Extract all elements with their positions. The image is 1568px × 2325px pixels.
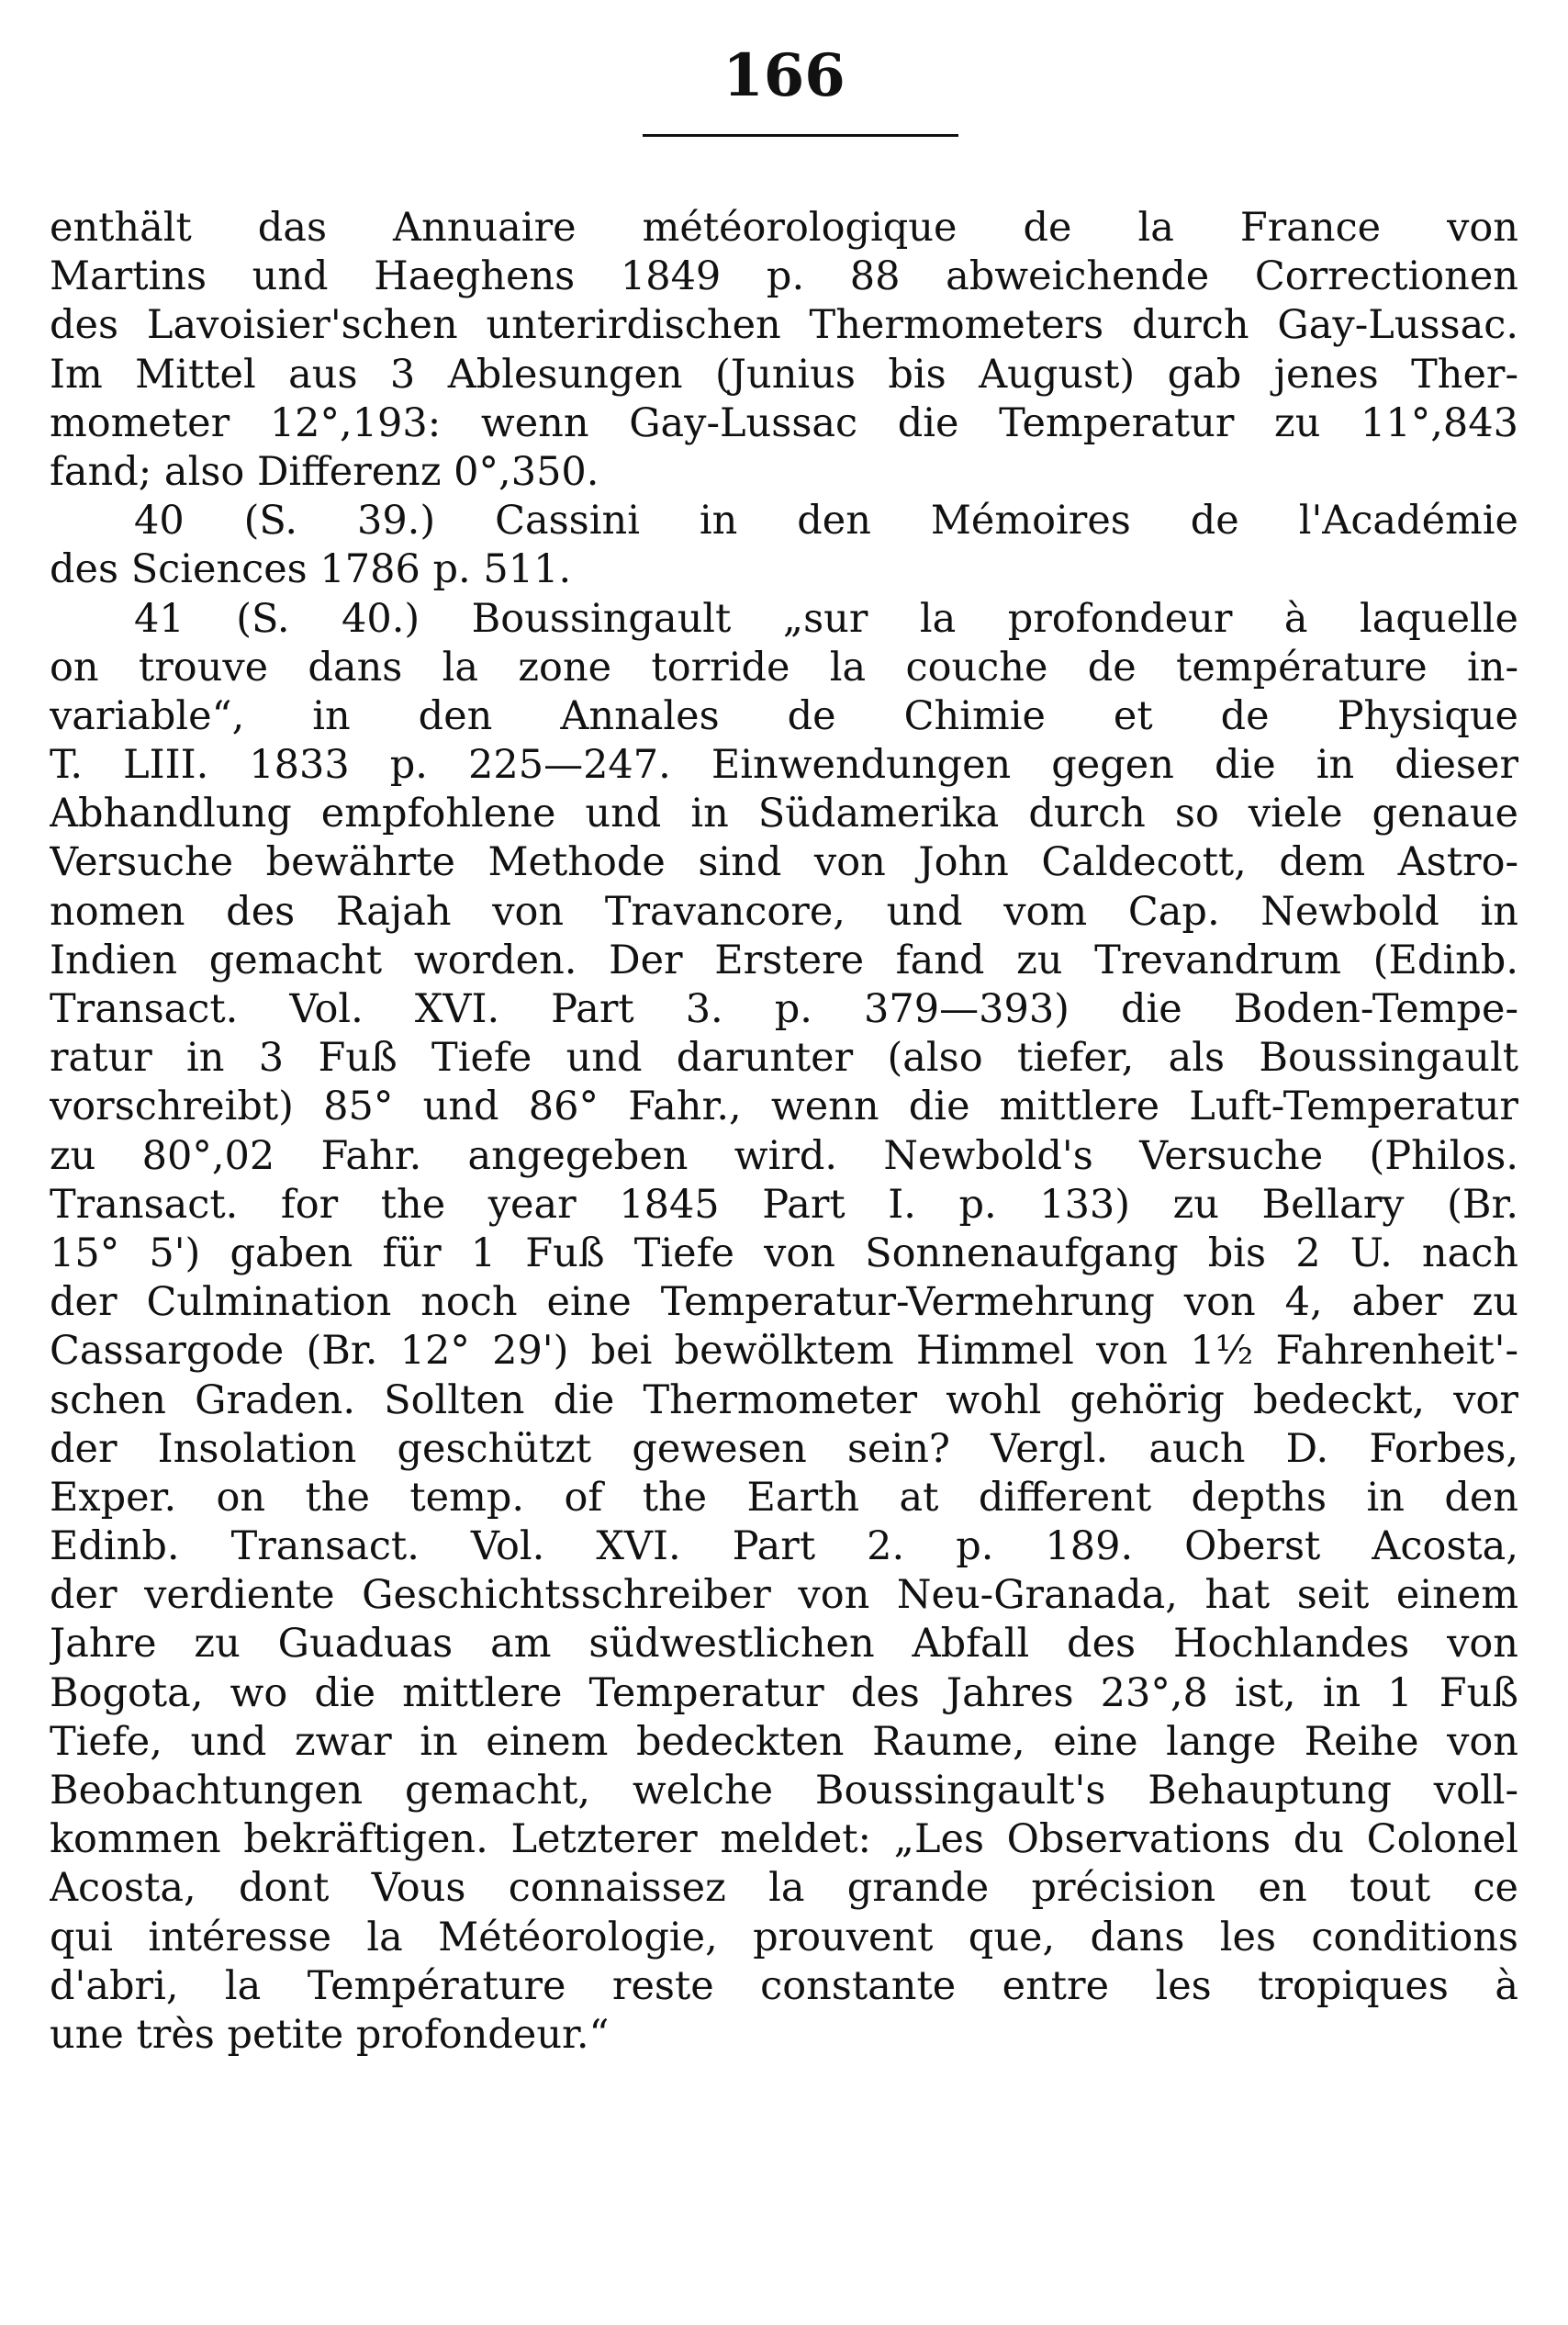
text-line: des Lavoisier'schen unterirdischen Thermometers durch Gay-Lussac. xyxy=(50,302,1518,349)
text-line: der Culmination noch eine Temperatur-Vermehrung von 4, aber zu xyxy=(50,1279,1518,1326)
text-line: Exper. on the temp. of the Earth at different depths in den xyxy=(50,1474,1518,1521)
text-line: T. LIII. 1833 p. 225—247. Einwendungen gegen die in dieser xyxy=(50,742,1518,789)
text-line: nomen des Rajah von Travancore, und vom Cap. Newbold in xyxy=(50,888,1518,935)
text-line: vorschreibt) 85° und 86° Fahr., wenn die mittlere Luft-Temperatur xyxy=(50,1084,1518,1130)
text-line: une très petite profondeur.“ xyxy=(50,2011,610,2058)
text-line: 40 (S. 39.) Cassini in den Mémoires de l'Académie xyxy=(134,498,1518,545)
text-line: des Sciences 1786 p. 511. xyxy=(50,546,572,593)
text-line: schen Graden. Sollten die Thermometer wohl gehörig bedeckt, vor xyxy=(50,1376,1518,1423)
text-line: zu 80°,02 Fahr. angegeben wird. Newbold's Versuche (Philos. xyxy=(50,1132,1518,1179)
text-line: Versuche bewährte Methode sind von John Caldecott, dem Astro- xyxy=(50,839,1518,886)
text-line: Indien gemacht worden. Der Erstere fand zu Trevandrum (Edinb. xyxy=(50,937,1518,983)
text-line: Jahre zu Guaduas am südwestlichen Abfall des Hochlandes von xyxy=(50,1621,1518,1668)
header-rule xyxy=(643,134,958,137)
text-line: Transact. for the year 1845 Part I. p. 133) zu Bellary (Br. xyxy=(50,1181,1518,1228)
text-line: enthält das Annuaire météorologique de la France von xyxy=(50,205,1518,251)
text-line: Acosta, dont Vous connaissez la grande précision en tout ce xyxy=(50,1865,1518,1912)
text-line: 41 (S. 40.) Boussingault „sur la profondeur à laquelle xyxy=(134,595,1518,642)
text-line: Bogota, wo die mittlere Temperatur des Jahres 23°,8 ist, in 1 Fuß xyxy=(50,1669,1518,1716)
text-line: Cassargode (Br. 12° 29') bei bewölktem Himmel von 1½ Fahrenheit'- xyxy=(50,1328,1518,1375)
text-line: d'abri, la Température reste constante entre les tropiques à xyxy=(50,1962,1518,2009)
text-line: qui intéresse la Météorologie, prouvent que, dans les conditions xyxy=(50,1914,1518,1960)
text-line: Im Mittel aus 3 Ablesungen (Junius bis August) gab jenes Ther- xyxy=(50,351,1518,398)
text-line: ratur in 3 Fuß Tiefe und darunter (also tiefer, als Boussingault xyxy=(50,1035,1518,1082)
text-line: Edinb. Transact. Vol. XVI. Part 2. p. 189. Oberst Acosta, xyxy=(50,1523,1518,1570)
text-line: on trouve dans la zone torride la couche de température in- xyxy=(50,644,1518,691)
text-line: Transact. Vol. XVI. Part 3. p. 379—393) die Boden-Tempe- xyxy=(50,986,1518,1032)
page-number: 166 xyxy=(722,41,846,110)
text-line: Abhandlung empfohlene und in Südamerika durch so viele genaue xyxy=(50,791,1518,837)
footnote-text-block xyxy=(50,204,1518,2060)
text-line: Beobachtungen gemacht, welche Boussingault's Behauptung voll- xyxy=(50,1768,1518,1814)
text-line: fand; also Differenz 0°,350. xyxy=(50,448,599,495)
text-line: 15° 5') gaben für 1 Fuß Tiefe von Sonnenaufgang bis 2 U. nach xyxy=(50,1230,1518,1276)
text-line: Martins und Haeghens 1849 p. 88 abweichende Correctionen xyxy=(50,253,1518,300)
text-line: der verdiente Geschichtsschreiber von Neu-Granada, hat seit einem xyxy=(50,1572,1518,1619)
text-line: der Insolation geschützt gewesen sein? Vergl. auch D. Forbes, xyxy=(50,1425,1518,1472)
text-line: Tiefe, und zwar in einem bedeckten Raume, eine lange Reihe von xyxy=(50,1718,1518,1765)
text-line: kommen bekräftigen. Letzterer meldet: „Les Observations du Colonel xyxy=(50,1816,1518,1863)
text-line: variable“, in den Annales de Chimie et de Physique xyxy=(50,692,1518,739)
text-line: mometer 12°,193: wenn Gay-Lussac die Temperatur zu 11°,843 xyxy=(50,399,1518,446)
